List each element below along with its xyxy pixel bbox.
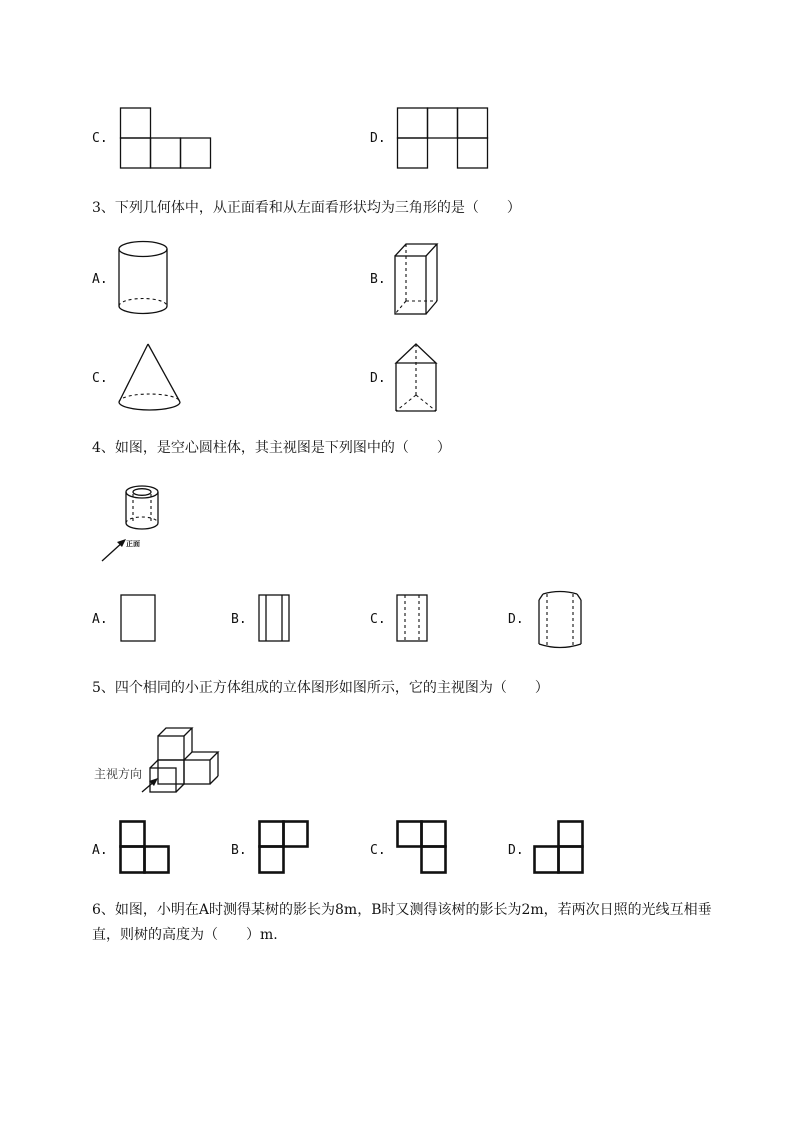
question-6-line-2: 直，则树的高度为（ ）m. xyxy=(92,927,278,943)
option-label-a: A. xyxy=(92,612,108,627)
front-label: 正面 xyxy=(126,540,140,548)
q4-option-c-figure xyxy=(396,594,430,644)
cuboid-figure xyxy=(394,243,440,317)
option-label-d: D. xyxy=(370,131,386,146)
four-cubes-figure xyxy=(94,724,224,800)
option-label-d: D. xyxy=(370,371,386,386)
q5-option-d-figure xyxy=(533,820,587,876)
option-label-c: C. xyxy=(370,843,386,858)
cone-figure xyxy=(117,343,183,415)
option-label-b: B. xyxy=(231,612,247,627)
option-label-d: D. xyxy=(508,843,524,858)
cylinder-figure xyxy=(118,240,170,320)
q4-option-d-figure xyxy=(538,590,586,652)
question-4-text: 4、如图，是空心圆柱体，其主视图是下列图中的（ ） xyxy=(92,440,451,456)
option-label-a: A. xyxy=(92,843,108,858)
q5-option-c-figure xyxy=(396,820,450,876)
q2-option-d-figure xyxy=(397,107,492,172)
question-6-line-1: 6、如图，小明在A时测得某树的影长为8m，B时又测得该树的影长为2m，若两次日照的光线互相垂 xyxy=(92,902,712,918)
option-label-c: C. xyxy=(92,371,108,386)
option-label-c: C. xyxy=(92,131,108,146)
question-5-text: 5、四个相同的小正方体组成的立体图形如图所示，它的主视图为（ ） xyxy=(92,680,549,696)
q4-option-b-figure xyxy=(258,594,292,644)
q4-option-a-figure xyxy=(120,594,158,644)
q2-option-c-figure xyxy=(120,107,215,172)
hollow-cylinder-figure xyxy=(100,483,170,565)
option-label-d: D. xyxy=(508,612,524,627)
option-label-b: B. xyxy=(370,272,386,287)
question-3-text: 3、下列几何体中，从正面看和从左面看形状均为三角形的是（ ） xyxy=(92,200,521,216)
q5-option-b-figure xyxy=(258,820,312,876)
triangular-prism-figure xyxy=(394,343,440,415)
q5-option-a-figure xyxy=(119,820,173,876)
view-direction-label: 主视方向 xyxy=(94,767,143,781)
option-label-a: A. xyxy=(92,272,108,287)
option-label-c: C. xyxy=(370,612,386,627)
option-label-b: B. xyxy=(231,843,247,858)
